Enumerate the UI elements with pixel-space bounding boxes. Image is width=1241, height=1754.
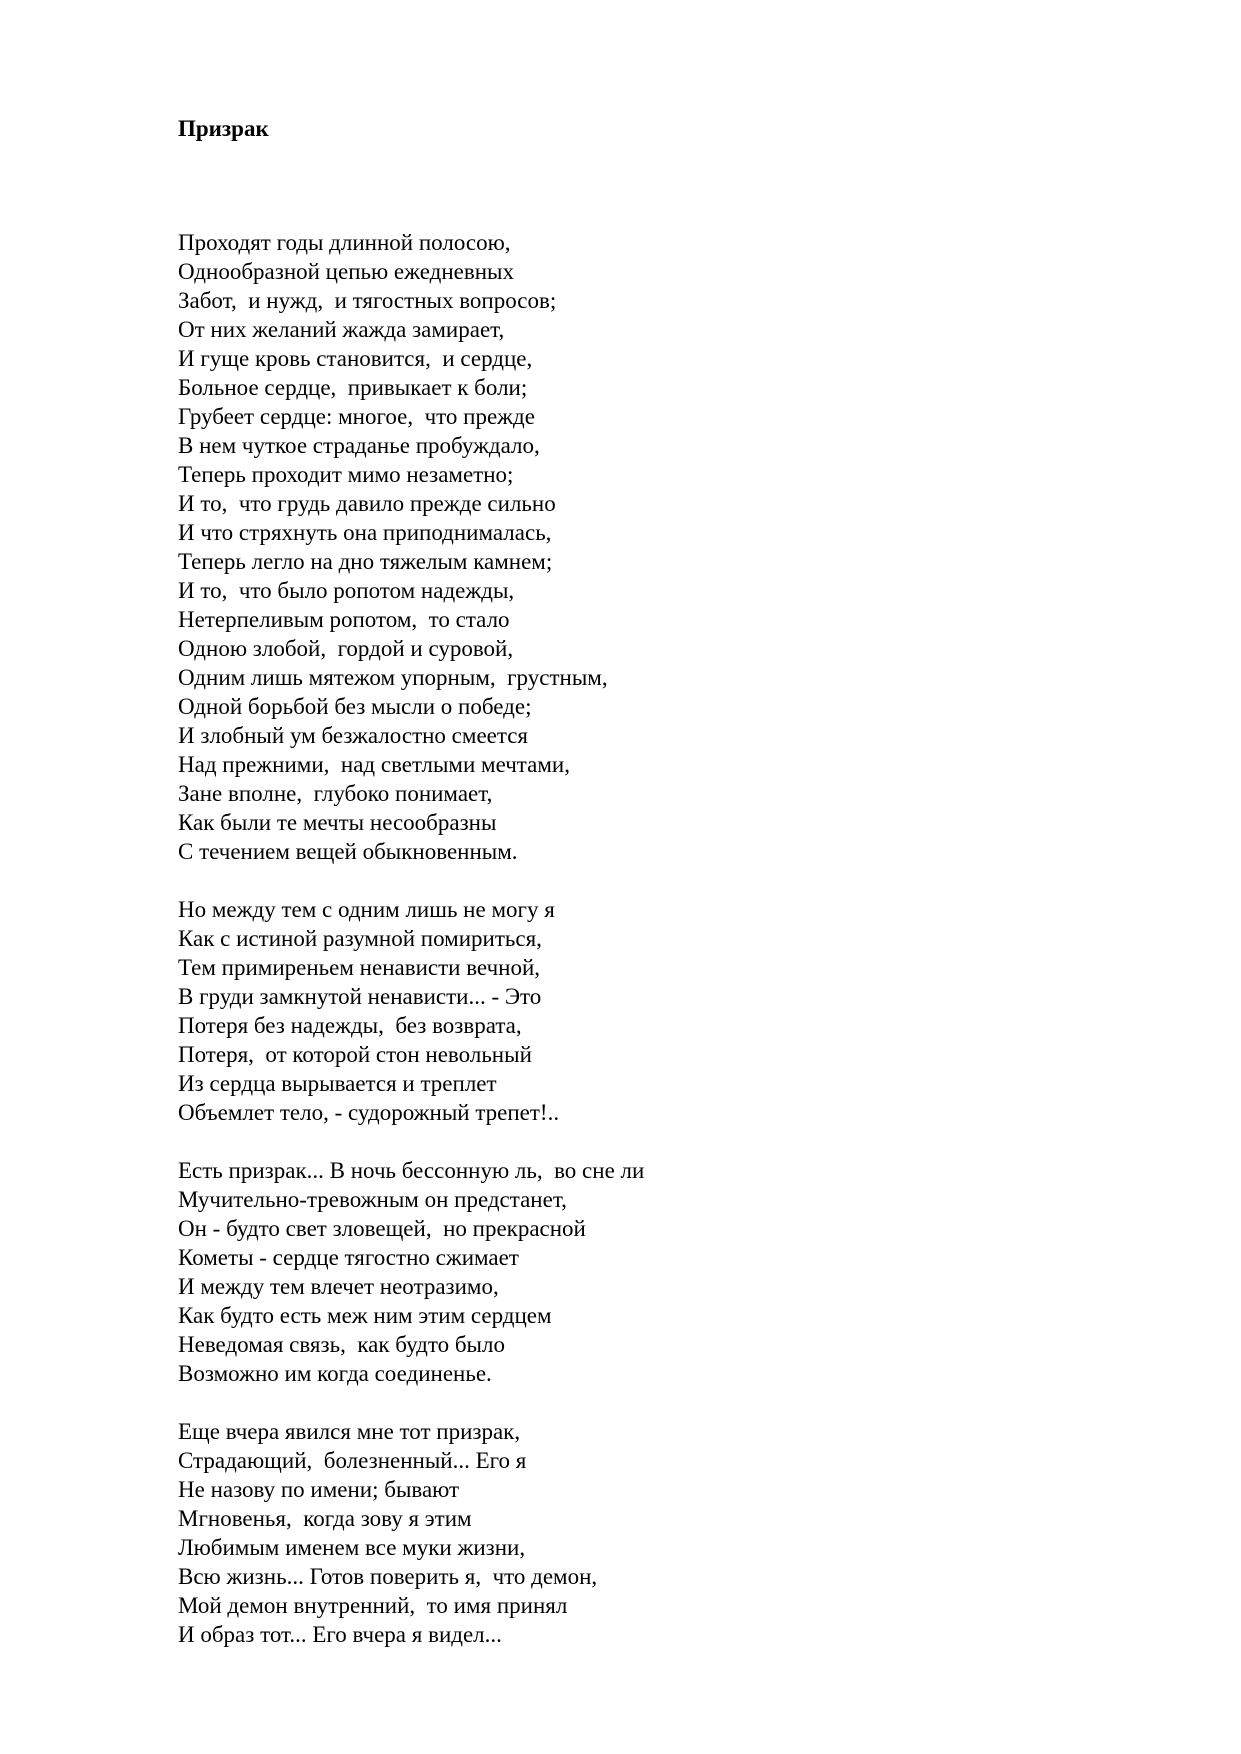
poem-line: Мгновенья, когда зову я этим (178, 1506, 472, 1531)
poem-line: Он - будто свет зловещей, но прекрасной (178, 1216, 586, 1241)
poem-line: Над прежними, над светлыми мечтами, (178, 752, 570, 777)
poem-line: Есть призрак... В ночь бессонную ль, во сне ли (178, 1158, 645, 1183)
poem-line: Как с истиной разумной помириться, (178, 926, 542, 951)
poem-line: От них желаний жажда замирает, (178, 317, 505, 342)
poem-line: Нетерпеливым ропотом, то стало (178, 607, 510, 632)
poem-line: Любимым именем все муки жизни, (178, 1535, 526, 1560)
poem-line: Теперь легло на дно тяжелым камнем; (178, 549, 553, 574)
poem-line: Мой демон внутренний, то имя принял (178, 1593, 568, 1618)
poem-line: Не назову по имени; бывают (178, 1477, 460, 1502)
poem-line: Однообразной цепью ежедневных (178, 259, 514, 284)
poem-stanzas (178, 228, 1078, 1649)
poem-line: В нем чуткое страданье пробуждало, (178, 433, 540, 458)
poem-line: И между тем влечет неотразимо, (178, 1274, 499, 1299)
poem (178, 116, 1078, 1678)
poem-line: Тем примиреньем ненависти вечной, (178, 955, 541, 980)
stanza (178, 1156, 1078, 1388)
poem-line: Неведомая связь, как будто было (178, 1332, 505, 1357)
poem-line: Одним лишь мятежом упорным, грустным, (178, 665, 608, 690)
stanza (178, 1417, 1078, 1649)
stanza (178, 895, 1078, 1127)
stanza (178, 228, 1078, 866)
poem-line: Кометы - сердце тягостно сжимает (178, 1245, 519, 1270)
poem-line: И то, что грудь давило прежде сильно (178, 491, 556, 516)
poem-line: В груди замкнутой ненависти... - Это (178, 984, 542, 1009)
poem-line: С течением вещей обыкновенным. (178, 839, 518, 864)
poem-line: Зане вполне, глубоко понимает, (178, 781, 493, 806)
poem-line: Еще вчера явился мне тот призрак, (178, 1419, 521, 1444)
poem-line: Одной борьбой без мысли о победе; (178, 694, 532, 719)
poem-line: Одною злобой, гордой и суровой, (178, 636, 514, 661)
poem-line: Страдающий, болезненный... Его я (178, 1448, 527, 1473)
poem-line: Грубеет сердце: многое, что прежде (178, 404, 535, 429)
poem-line: Объемлет тело, - судорожный трепет!.. (178, 1100, 560, 1125)
poem-line: Мучительно-тревожным он предстанет, (178, 1187, 567, 1212)
poem-line: Всю жизнь... Готов поверить я, что демон, (178, 1564, 598, 1589)
poem-line: Из сердца вырывается и треплет (178, 1071, 497, 1096)
poem-line: Потеря, от которой стон невольный (178, 1042, 532, 1067)
poem-title: Призрак (178, 116, 269, 141)
poem-line: Потеря без надежды, без возврата, (178, 1013, 522, 1038)
poem-line: И образ тот... Его вчера я видел... (178, 1622, 502, 1647)
poem-line: Проходят годы длинной полосою, (178, 230, 511, 255)
poem-line: Как будто есть меж ним этим сердцем (178, 1303, 552, 1328)
poem-line: Теперь проходит мимо незаметно; (178, 462, 514, 487)
poem-line: И злобный ум безжалостно смеется (178, 723, 528, 748)
poem-line: И что стряхнуть она приподнималась, (178, 520, 552, 545)
poem-line: Забот, и нужд, и тягостных вопросов; (178, 288, 557, 313)
poem-line: Возможно им когда соединенье. (178, 1361, 492, 1386)
poem-line: И гуще кровь становится, и сердце, (178, 346, 533, 371)
poem-line: Но между тем с одним лишь не могу я (178, 897, 555, 922)
poem-line: И то, что было ропотом надежды, (178, 578, 515, 603)
poem-line: Как были те мечты несообразны (178, 810, 497, 835)
poem-line: Больное сердце, привыкает к боли; (178, 375, 528, 400)
